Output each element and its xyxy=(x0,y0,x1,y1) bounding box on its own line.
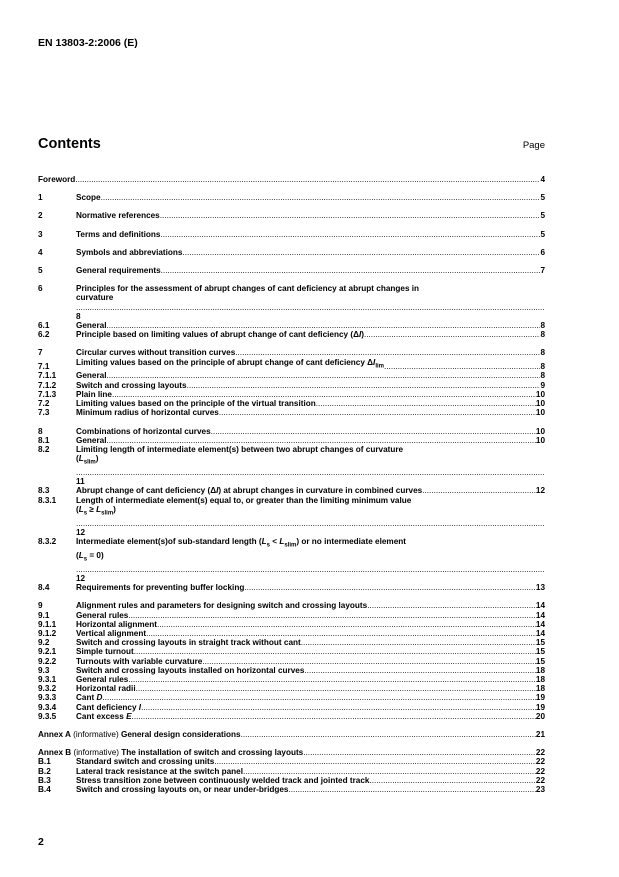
toc-entry-9-2-2[interactable]: 9.2.2 Turnouts with variable curvature ..... 15 xyxy=(38,657,545,666)
toc-entry-9-3-1[interactable]: 9.3.1 General rules ..... 18 xyxy=(38,675,545,684)
toc-entry-2[interactable]: 2 Normative references ..... 5 xyxy=(38,211,545,220)
toc-entry-6-2[interactable]: 6.2 Principle based on limiting values of abrupt change of cant deficiency (ΔI) ..... 8 xyxy=(38,330,545,339)
toc-entry-b-1[interactable]: B.1 Standard switch and crossing units ..... 22 xyxy=(38,757,545,766)
toc-entry-annex-a[interactable]: Annex A (informative) General design considerations ..... 21 xyxy=(38,730,545,739)
toc-entry-8-4[interactable]: 8.4 Requirements for preventing buffer locking ..... 13 xyxy=(38,583,545,592)
toc-entry-7-1-1[interactable]: 7.1.1 General ..... 8 xyxy=(38,371,545,380)
toc-entry-9-1-1[interactable]: 9.1.1 Horizontal alignment ..... 14 xyxy=(38,620,545,629)
toc-entry-9-3-2[interactable]: 9.3.2 Horizontal radii ..... 18 xyxy=(38,684,545,693)
toc-entry-7-2[interactable]: 7.2 Limiting values based on the principle of the virtual transition ..... 10 xyxy=(38,399,545,408)
toc-entry-9-3-3[interactable]: 9.3.3 Cant D ..... 19 xyxy=(38,693,545,702)
toc-entry-3[interactable]: 3 Terms and definitions ..... 5 xyxy=(38,230,545,239)
toc-entry-8-3-1[interactable]: 8.3.1 Length of intermediate element(s) equal to, or greater than the limiting minimum value $(L_s \ge L_{slim})$ ..... 12 xyxy=(38,496,545,537)
toc-entry-foreword[interactable]: Foreword ..... 4 xyxy=(38,175,545,184)
toc-entry-5[interactable]: 5 General requirements ..... 7 xyxy=(38,266,545,275)
toc-entry-9-3-4[interactable]: 9.3.4 Cant deficiency I ..... 19 xyxy=(38,703,545,712)
toc-entry-9-1[interactable]: 9.1 General rules ..... 14 xyxy=(38,611,545,620)
toc-entry-8-3-2[interactable]: 8.3.2 Intermediate element(s)of sub-standard length $(L_s < L_{slim})$ or no intermediate element $(L_s = 0)$ ..... 12 xyxy=(38,537,545,583)
toc-entry-b-4[interactable]: B.4 Switch and crossing layouts on, or near under-bridges ..... 23 xyxy=(38,785,545,794)
toc-entry-9-3[interactable]: 9.3 Switch and crossing layouts installed on horizontal curves ..... 18 xyxy=(38,666,545,675)
toc-entry-9-1-2[interactable]: 9.1.2 Vertical alignment ..... 14 xyxy=(38,629,545,638)
toc-entry-8-2[interactable]: 8.2 Limiting length of intermediate element(s) between two abrupt changes of curvature $(L_{slim})$ ..... 11 xyxy=(38,445,545,486)
toc-entry-annex-b[interactable]: Annex B (informative) The installation of switch and crossing layouts ..... 22 xyxy=(38,748,545,757)
contents-title: Contents xyxy=(38,136,101,152)
toc-entry-9-2-1[interactable]: 9.2.1 Simple turnout ..... 15 xyxy=(38,647,545,656)
toc-entry-b-3[interactable]: B.3 Stress transition zone between continuously welded track and jointed track ..... 22 xyxy=(38,776,545,785)
toc-entry-9[interactable]: 9 Alignment rules and parameters for designing switch and crossing layouts ..... 14 xyxy=(38,601,545,610)
toc-entry-b-2[interactable]: B.2 Lateral track resistance at the switch panel ..... 22 xyxy=(38,767,545,776)
toc-entry-8-1[interactable]: 8.1 General ..... 10 xyxy=(38,436,545,445)
page-number: 2 xyxy=(38,836,44,848)
page-column-label: Page xyxy=(522,140,545,151)
toc-entry-7-1-2[interactable]: 7.1.2 Switch and crossing layouts ..... 9 xyxy=(38,381,545,390)
table-of-contents xyxy=(38,175,545,794)
toc-entry-9-2[interactable]: 9.2 Switch and crossing layouts in straight track without cant ..... 15 xyxy=(38,638,545,647)
toc-entry-8[interactable]: 8 Combinations of horizontal curves ..... 10 xyxy=(38,427,545,436)
toc-entry-1[interactable]: 1 Scope ..... 5 xyxy=(38,193,545,202)
standard-header: EN 13803-2:2006 (E) xyxy=(38,37,138,49)
toc-entry-6-1[interactable]: 6.1 General ..... 8 xyxy=(38,321,545,330)
toc-entry-7-1[interactable]: 7.1 Limiting values based on the principle of abrupt change of cant deficiency $\Delta I_{lim}$ ..... 8 xyxy=(38,358,545,372)
toc-entry-7-1-3[interactable]: 7.1.3 Plain line ..... 10 xyxy=(38,390,545,399)
toc-entry-9-3-5[interactable]: 9.3.5 Cant excess E ..... 20 xyxy=(38,712,545,721)
toc-entry-8-3[interactable]: 8.3 Abrupt change of cant deficiency (ΔI) at abrupt changes in curvature in combined curves ..... 12 xyxy=(38,486,545,495)
toc-entry-7-3[interactable]: 7.3 Minimum radius of horizontal curves ..... 10 xyxy=(38,408,545,417)
toc-entry-7[interactable]: 7 Circular curves without transition curves ..... 8 xyxy=(38,348,545,357)
toc-entry-4[interactable]: 4 Symbols and abbreviations ..... 6 xyxy=(38,248,545,257)
toc-entry-6[interactable]: 6 Principles for the assessment of abrupt changes of cant deficiency at abrupt changes in curvature ..... 8 xyxy=(38,284,545,321)
